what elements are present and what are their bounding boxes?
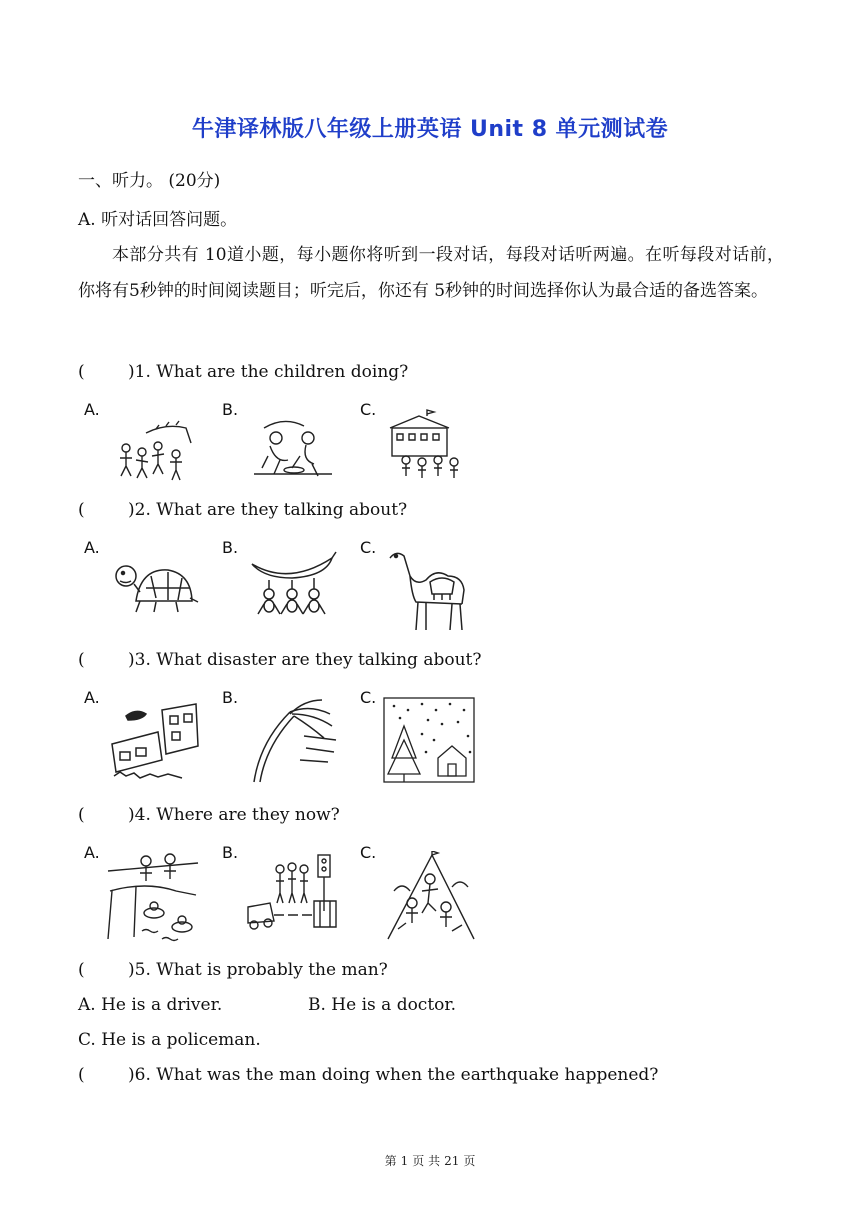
option-label: C. xyxy=(360,843,377,862)
typhoon-tree-icon xyxy=(244,696,339,786)
question-2-options xyxy=(84,538,504,638)
option-c[interactable] xyxy=(360,688,480,788)
children-dancing-icon xyxy=(106,408,201,483)
option-label: A. xyxy=(84,688,100,707)
swimming-pool-icon xyxy=(106,851,201,943)
option-label: C. xyxy=(360,400,377,419)
mountain-climbing-icon xyxy=(382,851,477,943)
question-1-options xyxy=(84,400,504,500)
option-c[interactable] xyxy=(360,538,480,638)
option-label: A. xyxy=(84,400,100,419)
ants-carrying-banana-icon xyxy=(244,546,339,621)
answer-blank[interactable]: ( xyxy=(78,805,85,825)
footer-end-label: 页 xyxy=(463,1154,476,1168)
q5-option-c[interactable]: C. He is a policeman. xyxy=(78,1030,261,1050)
option-label: A. xyxy=(84,538,100,557)
question-3-options xyxy=(84,688,504,788)
option-label: C. xyxy=(360,688,377,707)
option-a[interactable] xyxy=(84,843,204,943)
option-b[interactable] xyxy=(222,538,342,638)
footer-of-label: 页 共 xyxy=(412,1154,441,1168)
question-4-options xyxy=(84,843,504,943)
question-1 xyxy=(78,362,408,382)
option-label: C. xyxy=(360,538,377,557)
option-label: B. xyxy=(222,688,239,707)
option-label: B. xyxy=(222,400,239,419)
earthquake-ruins-icon xyxy=(106,696,201,786)
option-c[interactable] xyxy=(360,400,480,500)
option-b[interactable] xyxy=(222,400,342,500)
question-5 xyxy=(78,960,388,980)
question-text: )2. What are they talking about? xyxy=(128,500,408,520)
question-3 xyxy=(78,650,481,670)
question-text: )6. What was the man doing when the earthquake happened? xyxy=(128,1065,659,1085)
option-c[interactable] xyxy=(360,843,480,943)
question-text: )3. What disaster are they talking about? xyxy=(128,650,482,670)
footer-total-pages: 21 xyxy=(444,1154,460,1168)
school-children-icon xyxy=(382,408,477,483)
option-b[interactable] xyxy=(222,688,342,788)
option-a[interactable] xyxy=(84,400,204,500)
footer-page-number: 1 xyxy=(400,1154,409,1168)
question-text: )1. What are the children doing? xyxy=(128,362,409,382)
q5-option-a[interactable]: A. He is a driver. xyxy=(78,995,223,1015)
option-label: B. xyxy=(222,538,239,557)
option-label: B. xyxy=(222,843,239,862)
page-title: 牛津译林版八年级上册英语 Unit 8 单元测试卷 xyxy=(191,117,669,142)
answer-blank[interactable]: ( xyxy=(78,362,85,382)
part-a-heading: A. 听对话回答问题。 xyxy=(78,210,238,230)
camel-icon xyxy=(382,546,477,636)
option-b[interactable] xyxy=(222,843,342,943)
option-a[interactable] xyxy=(84,538,204,638)
question-2 xyxy=(78,500,407,520)
option-label: A. xyxy=(84,843,100,862)
question-text: )5. What is probably the man? xyxy=(128,960,388,980)
answer-blank[interactable]: ( xyxy=(78,1065,85,1085)
instructions-paragraph: 本部分共有 10道小题，每小题你将听到一段对话，每段对话听两遍。在听每段对话前，你将有5秒钟的时间阅读题目；听完后，你还有 5秒钟的时间选择你认为最合适的备选答案。 xyxy=(78,245,784,301)
question-text: )4. Where are they now? xyxy=(128,805,340,825)
question-6 xyxy=(78,1065,658,1085)
answer-blank[interactable]: ( xyxy=(78,650,85,670)
footer-page-label: 第 xyxy=(384,1154,397,1168)
answer-blank[interactable]: ( xyxy=(78,500,85,520)
q5-option-b[interactable]: B. He is a doctor. xyxy=(308,995,457,1015)
children-playing-game-icon xyxy=(244,408,339,483)
page-footer xyxy=(0,1152,860,1169)
turtle-icon xyxy=(106,546,201,621)
answer-blank[interactable]: ( xyxy=(78,960,85,980)
street-crossing-icon xyxy=(244,851,339,943)
snowstorm-icon xyxy=(382,696,477,786)
question-4 xyxy=(78,805,340,825)
section-heading-listening: 一、听力。 (20分) xyxy=(78,171,221,191)
option-a[interactable] xyxy=(84,688,204,788)
